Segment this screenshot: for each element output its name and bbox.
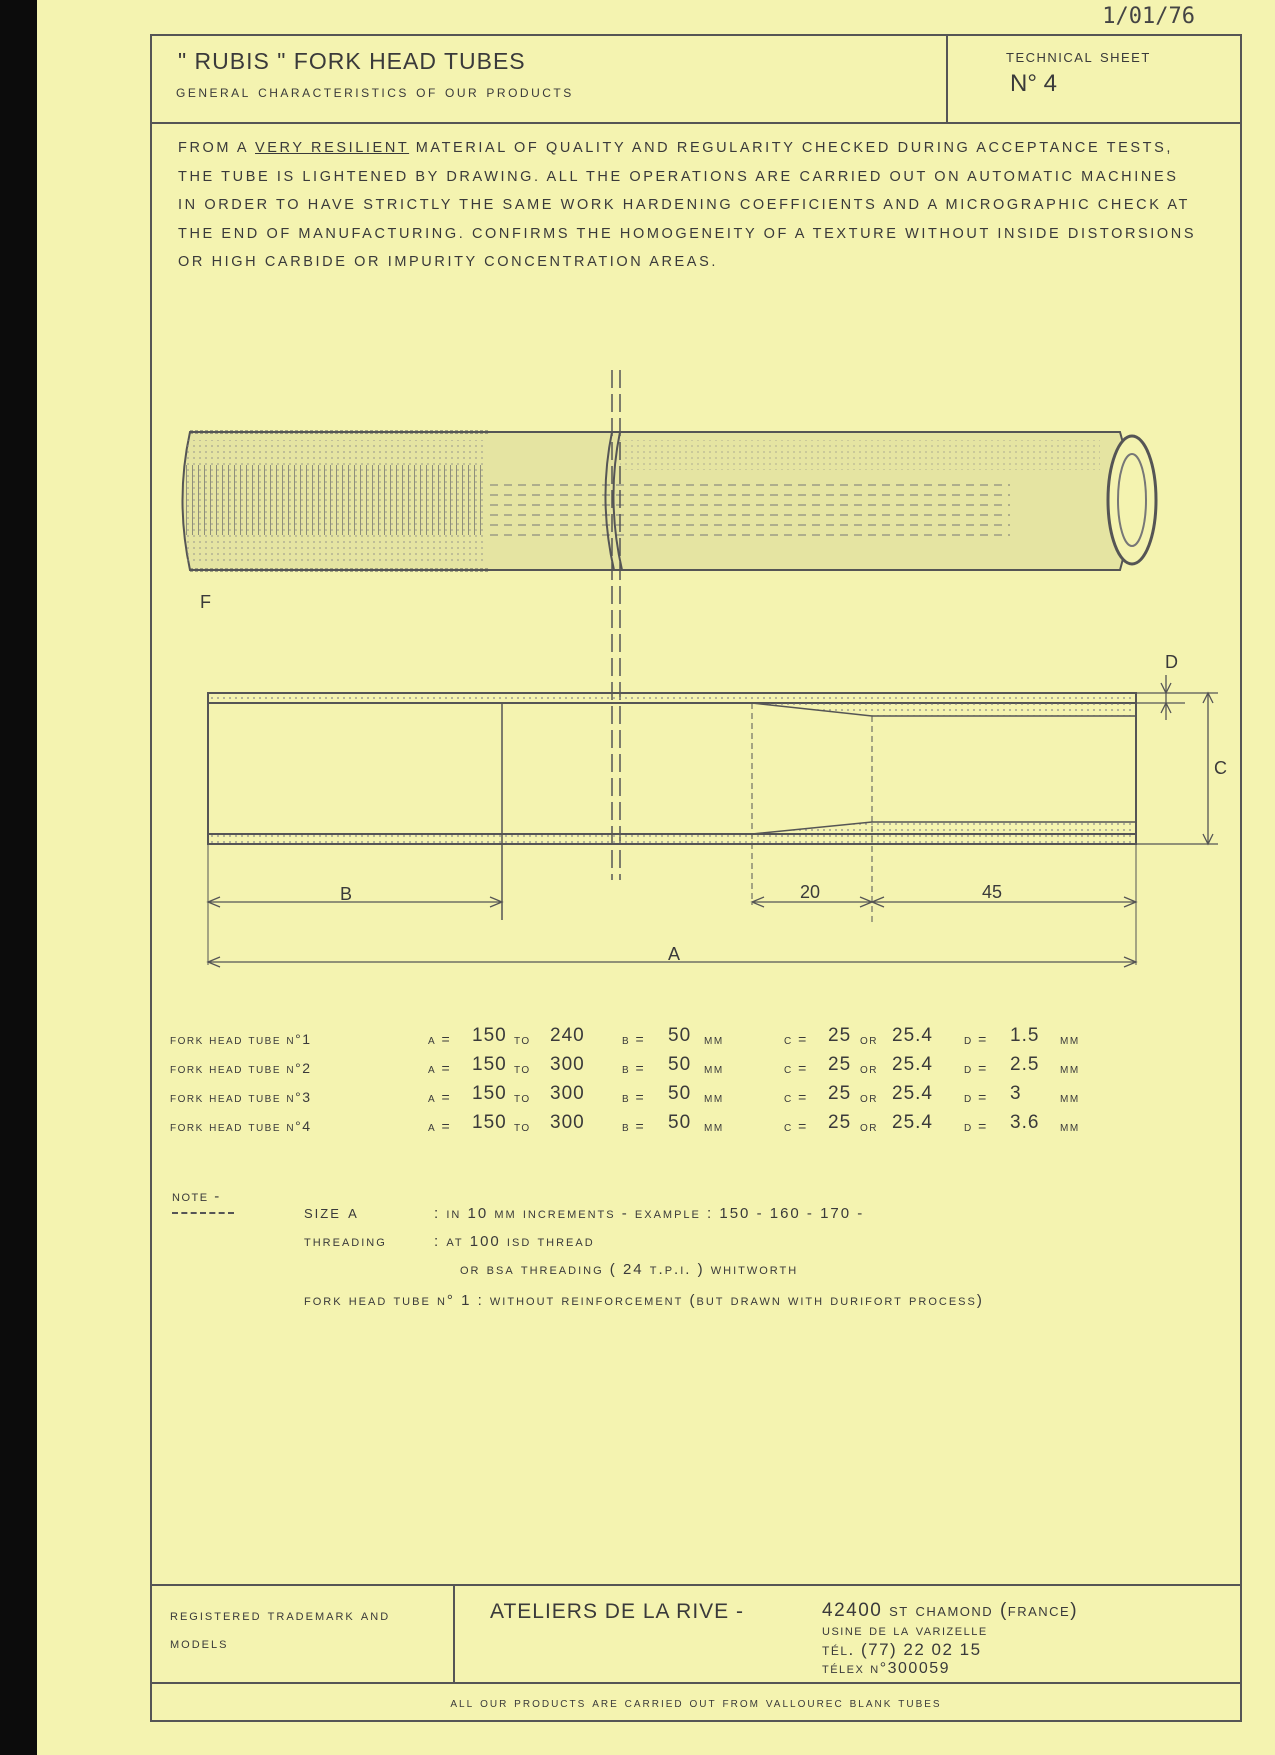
- spec-b-value: 50: [668, 1083, 692, 1104]
- sheet-number: N° 4: [1010, 70, 1057, 97]
- spec-a-to-value: 300: [550, 1112, 585, 1133]
- spec-b-value: 50: [668, 1054, 692, 1075]
- spec-c2-value: 25.4: [892, 1083, 933, 1104]
- spec-to-word: to: [514, 1089, 531, 1105]
- label-b: B: [340, 884, 353, 904]
- spec-d-word: d =: [964, 1060, 988, 1076]
- spec-name: fork head tube n°1: [170, 1031, 312, 1047]
- spec-mm: mm: [1060, 1089, 1080, 1105]
- spec-mm: mm: [704, 1118, 724, 1134]
- tube-section: [208, 693, 1136, 965]
- spec-d-value: 3: [1010, 1083, 1022, 1104]
- registered-trademark: registered trademark and models: [170, 1607, 391, 1652]
- spec-c2-value: 25.4: [892, 1025, 933, 1046]
- company-phone: tél. (77) 22 02 15: [822, 1640, 982, 1659]
- intro-paragraph: [178, 134, 1198, 277]
- spec-b-word: b =: [622, 1118, 646, 1134]
- sheet-label: technical sheet: [1006, 46, 1151, 67]
- spec-mm: mm: [1060, 1031, 1080, 1047]
- table-row: [170, 1024, 1080, 1053]
- spec-or-word: or: [860, 1060, 878, 1076]
- note-underline: [172, 1212, 234, 1214]
- label-d: D: [1165, 652, 1178, 672]
- spec-a-value: 150: [472, 1025, 507, 1046]
- company-city: 42400 st chamond (france): [822, 1600, 1079, 1621]
- spec-d-word: d =: [964, 1089, 988, 1105]
- spec-d-value: 1.5: [1010, 1025, 1040, 1046]
- spec-mm: mm: [704, 1031, 724, 1047]
- spec-d-value: 3.6: [1010, 1112, 1040, 1133]
- spec-b-word: b =: [622, 1031, 646, 1047]
- note-label: note -: [172, 1188, 221, 1205]
- label-f: F: [200, 592, 211, 612]
- note-threading-label: threading: [304, 1233, 387, 1250]
- spec-a-value: 150: [472, 1054, 507, 1075]
- note-size-label: size a: [304, 1202, 359, 1223]
- spec-a-to-value: 240: [550, 1025, 585, 1046]
- spec-a-word: a =: [428, 1118, 452, 1134]
- spec-mm: mm: [704, 1089, 724, 1105]
- intro-text-after: MATERIAL OF QUALITY AND REGULARITY CHECKED DURING ACCEPTANCE TESTS, THE TUBE IS LIGHTENED BY DRAWING. ALL THE OPERATIONS ARE CARRIED OUT ON AUTOMATIC MACHINES IN ORDER TO HAVE STRICTLY THE SAME WORK HARDENING COEFFICIENTS AND A MICROGRAPHIC CHECK AT THE END OF MANUFACTURING. CONFIRMS THE HOMOGENEITY OF A TEXTURE WITHOUT INSIDE DISTORSIONS OR HIGH CARBIDE OR IMPURITY CONCENTRATION AREAS.: [178, 140, 1197, 270]
- spec-d-word: d =: [964, 1031, 988, 1047]
- spec-c1-value: 25: [828, 1054, 852, 1075]
- spec-d-word: d =: [964, 1118, 988, 1134]
- spec-c-word: c =: [784, 1060, 808, 1076]
- spec-b-value: 50: [668, 1112, 692, 1133]
- spec-to-word: to: [514, 1060, 531, 1076]
- specifications-table: [170, 1024, 1080, 1140]
- spec-mm: mm: [1060, 1060, 1080, 1076]
- spec-c2-value: 25.4: [892, 1112, 933, 1133]
- dimension-45: 45: [982, 882, 1003, 902]
- spec-c-word: c =: [784, 1031, 808, 1047]
- spec-c1-value: 25: [828, 1083, 852, 1104]
- date-stamp: 1/01/76: [1102, 4, 1195, 29]
- spec-mm: mm: [704, 1060, 724, 1076]
- note-size-text: : in 10 mm increments - example : 150 - 160 - 170 -: [434, 1205, 865, 1222]
- spec-a-value: 150: [472, 1112, 507, 1133]
- spec-c-word: c =: [784, 1118, 808, 1134]
- spec-to-word: to: [514, 1031, 531, 1047]
- dimension-20: 20: [800, 882, 821, 902]
- spec-c2-value: 25.4: [892, 1054, 933, 1075]
- spec-b-word: b =: [622, 1089, 646, 1105]
- table-row: [170, 1082, 1080, 1111]
- spec-c1-value: 25: [828, 1025, 852, 1046]
- spec-c1-value: 25: [828, 1112, 852, 1133]
- company-plant: usine de la varizelle: [822, 1622, 988, 1639]
- company-telex: télex n°300059: [822, 1660, 951, 1677]
- note-threading-text: : at 100 isd thread: [434, 1233, 595, 1250]
- spec-b-word: b =: [622, 1060, 646, 1076]
- tube-drawing: [150, 360, 1242, 1000]
- spec-a-word: a =: [428, 1089, 452, 1105]
- document-subtitle: general characteristics of our products: [176, 82, 574, 101]
- spec-or-word: or: [860, 1089, 878, 1105]
- spec-a-word: a =: [428, 1060, 452, 1076]
- company-name: ATELIERS DE LA RIVE -: [490, 1600, 745, 1623]
- header-bottom-rule: [150, 122, 1242, 124]
- spec-b-value: 50: [668, 1025, 692, 1046]
- document-title: " RUBIS " FORK HEAD TUBES: [178, 48, 526, 74]
- tube-perspective: [183, 432, 1157, 570]
- spec-to-word: to: [514, 1118, 531, 1134]
- spec-a-to-value: 300: [550, 1054, 585, 1075]
- intro-text-before: FROM A: [178, 140, 256, 156]
- spec-name: fork head tube n°4: [170, 1118, 312, 1134]
- spec-a-to-value: 300: [550, 1083, 585, 1104]
- intro-underlined: VERY RESILIENT: [255, 140, 410, 156]
- spec-a-value: 150: [472, 1083, 507, 1104]
- dimension-lines: [208, 675, 1218, 967]
- footer-top-rule: [150, 1584, 1242, 1586]
- footer-bottom-rule: [150, 1682, 1242, 1684]
- bottom-note: all our products are carried out from vallourec blank tubes: [450, 1694, 942, 1710]
- table-row: [170, 1053, 1080, 1082]
- spec-name: fork head tube n°2: [170, 1060, 312, 1076]
- spec-mm: mm: [1060, 1118, 1080, 1134]
- note-threading-alt: or bsa threading ( 24 t.p.i. ) whitworth: [460, 1261, 799, 1278]
- table-row: [170, 1111, 1080, 1140]
- spec-c-word: c =: [784, 1089, 808, 1105]
- footer-divider: [453, 1584, 455, 1684]
- header-divider: [946, 34, 948, 124]
- spec-or-word: or: [860, 1118, 878, 1134]
- spec-or-word: or: [860, 1031, 878, 1047]
- label-c: C: [1214, 758, 1227, 778]
- note-fork-line: fork head tube n° 1 : without reinforcement (but drawn with durifort process): [304, 1292, 984, 1309]
- spec-d-value: 2.5: [1010, 1054, 1040, 1075]
- spec-a-word: a =: [428, 1031, 452, 1047]
- spec-name: fork head tube n°3: [170, 1089, 312, 1105]
- label-a: A: [668, 944, 681, 964]
